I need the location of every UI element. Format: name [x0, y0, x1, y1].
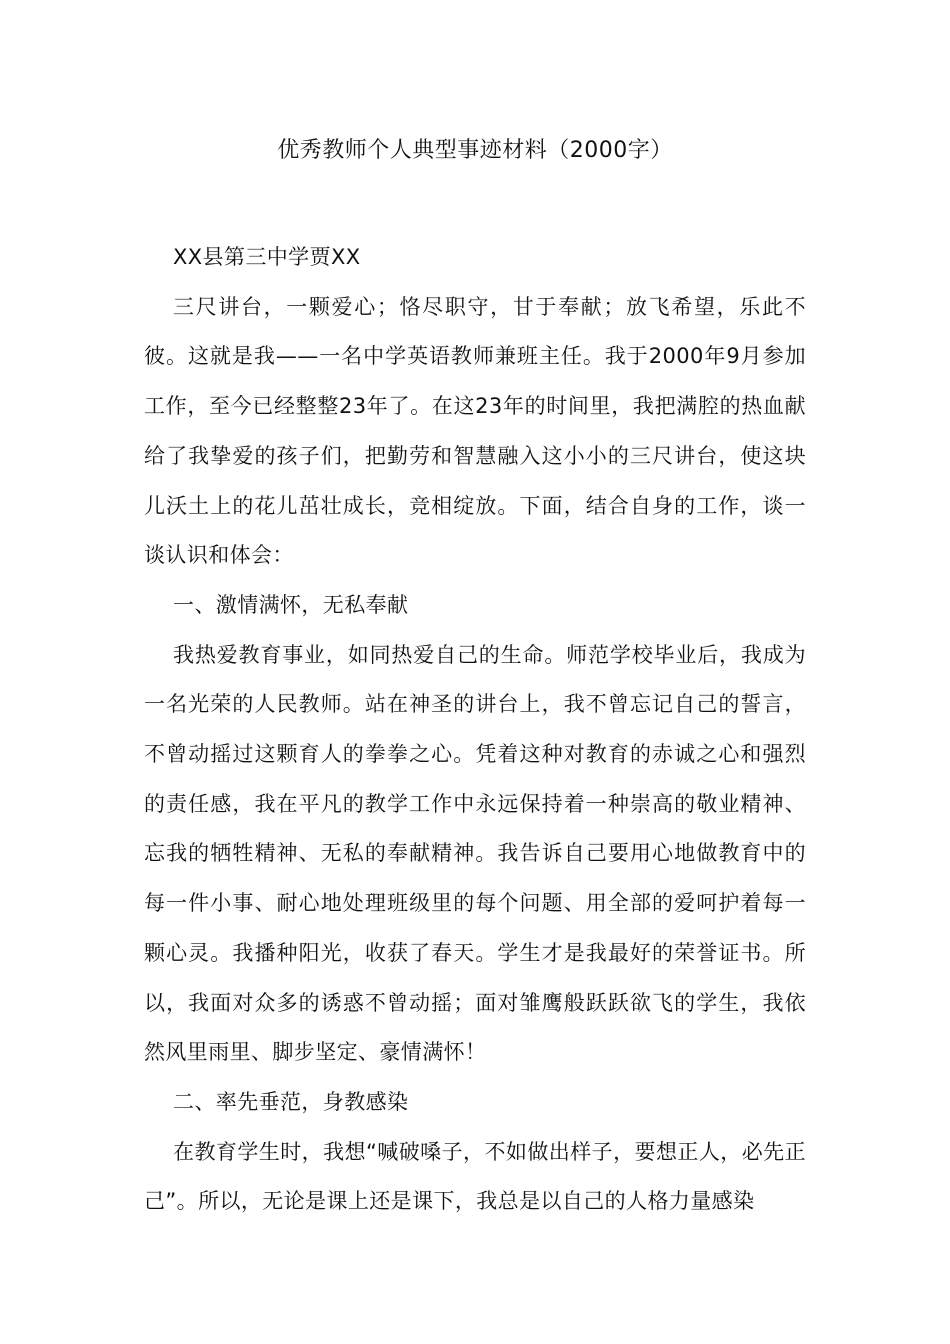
document-body — [144, 233, 806, 1227]
author-line: XX县第三中学贾XX — [173, 245, 361, 269]
paragraph-intro: 三尺讲台，一颗爱心；恪尽职守，甘于奉献；放飞希望，乐此不彼。这就是我——一名中学英语教师兼班主任。我于2000年9月参加工作，至今已经整整23年了。在这23年的时间里，我把满腔的热血献给了我挚爱的孩子们，把勤劳和智慧融入这小小的三尺讲台，使这块儿沃土上的花儿茁壮成长，竞相绽放。下面，结合自身的工作，谈一谈认识和体会： — [144, 294, 806, 568]
document-title: 优秀教师个人典型事迹材料（2000字） — [277, 138, 673, 163]
paragraph-section-2: 在教育学生时，我想“喊破嗓子，不如做出样子，要想正人，必先正己”。所以，无论是课上还是课下，我总是以自己的人格力量感染 — [144, 1139, 806, 1214]
paragraph-section-1: 我热爱教育事业，如同热爱自己的生命。师范学校毕业后，我成为一名光荣的人民教师。站在神圣的讲台上，我不曾忘记自己的誓言，不曾动摇过这颗育人的拳拳之心。凭着这种对教育的赤诚之心和强烈的责任感，我在平凡的教学工作中永远保持着一种崇高的敬业精神、忘我的牺牲精神、无私的奉献精神。我告诉自己要用心地做教育中的每一件小事、耐心地处理班级里的每个问题、用全部的爱呵护着每一颗心灵。我播种阳光，收获了春天。学生才是我最好的荣誉证书。所以，我面对众多的诱惑不曾动摇；面对雏鹰般跃跃欲飞的学生，我依然风里雨里、脚步坚定、豪情满怀！ — [144, 642, 806, 1065]
section-heading-2: 二、率先垂范，身教感染 — [173, 1089, 409, 1114]
section-heading-1: 一、激情满怀，无私奉献 — [173, 592, 409, 617]
